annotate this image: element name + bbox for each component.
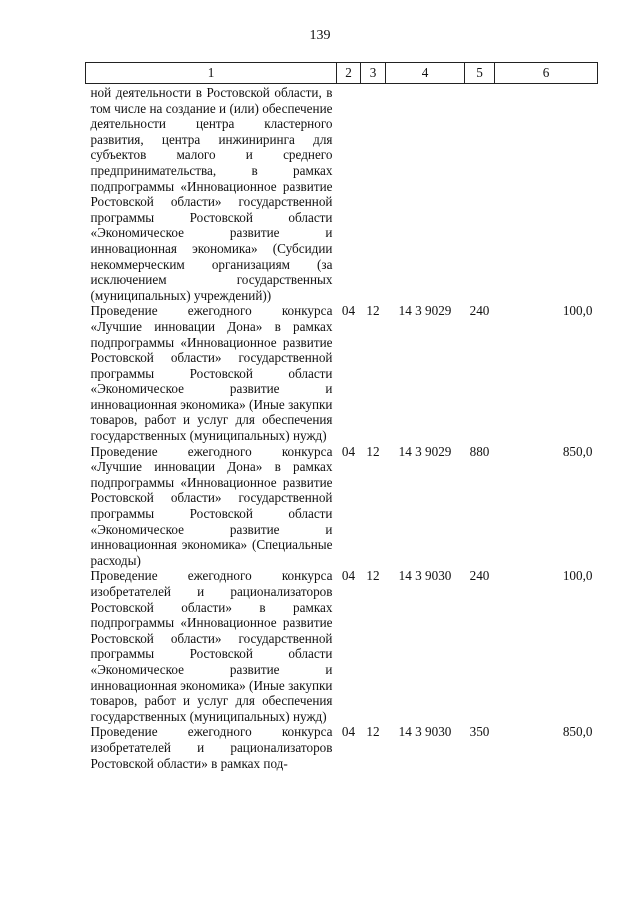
budget-table [85,62,598,771]
row-section: 04 [341,568,356,584]
row-description: Проведение ежегодного конкурса «Лучшие инновации Дона» в рамках подпрограммы «Инновационное развитие Ростовской области» государственной программы Ростовской области «Экономическое развитие и инновационная экономика» (Специальные расходы) [90,443,333,568]
row-expense-type: 880 [469,443,490,459]
row-subsection: 12 [366,568,380,584]
row-target-article: 14 3 9030 [398,568,452,584]
row-expense-type [465,84,495,304]
table-body [86,84,598,772]
row-amount: 100,0 [562,303,593,319]
row-description: Проведение ежегодного конкурса «Лучшие инновации Дона» в рамках подпрограммы «Инновационное развитие Ростовской области» государственной программы Ростовской области «Экономическое развитие и инновационная экономика» (Иные закупки товаров, работ и услуг для обеспечения государственных (муниципальных) нужд) [90,303,333,444]
row-description: Проведение ежегодного конкурса изобретателей и рационализаторов Ростовской области» в рамках под- [90,724,333,771]
table-row [86,724,598,771]
header-col-description: 1 [86,63,337,84]
row-section [337,84,361,304]
row-target-article: 14 3 9029 [398,443,452,459]
row-target-article: 14 3 9030 [398,724,452,740]
row-target-article: 14 3 9029 [398,303,452,319]
table-header [86,63,598,84]
row-target-article [386,84,465,304]
header-col-section: 2 [337,63,361,84]
row-expense-type: 350 [469,724,490,740]
row-amount: 850,0 [562,443,593,459]
row-section: 04 [341,303,356,319]
row-description: Проведение ежегодного конкурса изобретателей и рационализаторов Ростовской области» в рамках подпрограммы «Инновационное развитие Ростовской области» государственной программы Ростовской области «Экономическое развитие и инновационная экономика» (Иные закупки товаров, работ и услуг для обеспечения государственных (муниципальных) нужд) [90,568,333,724]
page-number: 139 [309,28,331,43]
header-col-expense-type: 5 [465,63,495,84]
table-row [86,568,598,724]
header-col-subsection: 3 [361,63,386,84]
row-subsection [361,84,386,304]
row-description: ной деятельности в Ростовской области, в том числе на создание и (или) обеспечение деятельности центра кластерного развития, центра инжиниринга для субъектов малого и среднего предпринимательства, в рамках подпрограммы «Инновационное развитие Ростовской области» государственной программы Ростовской области «Экономическое развитие и инновационная экономика» (Субсидии некоммерческим организациям (за исключением государственных (муниципальных) учреждений)) [90,85,333,303]
row-expense-type: 240 [469,568,490,584]
row-subsection: 12 [366,724,380,740]
row-amount [495,84,598,304]
table-row [86,84,598,304]
row-amount: 100,0 [562,568,593,584]
table-row [86,303,598,443]
header-row [86,63,598,84]
row-subsection: 12 [366,443,380,459]
table-row [86,444,598,569]
header-col-target-article: 4 [386,63,465,84]
row-amount: 850,0 [562,724,593,740]
row-section: 04 [341,724,356,740]
row-subsection: 12 [366,303,380,319]
row-section: 04 [341,443,356,459]
row-expense-type: 240 [469,303,490,319]
header-col-amount: 6 [495,63,598,84]
